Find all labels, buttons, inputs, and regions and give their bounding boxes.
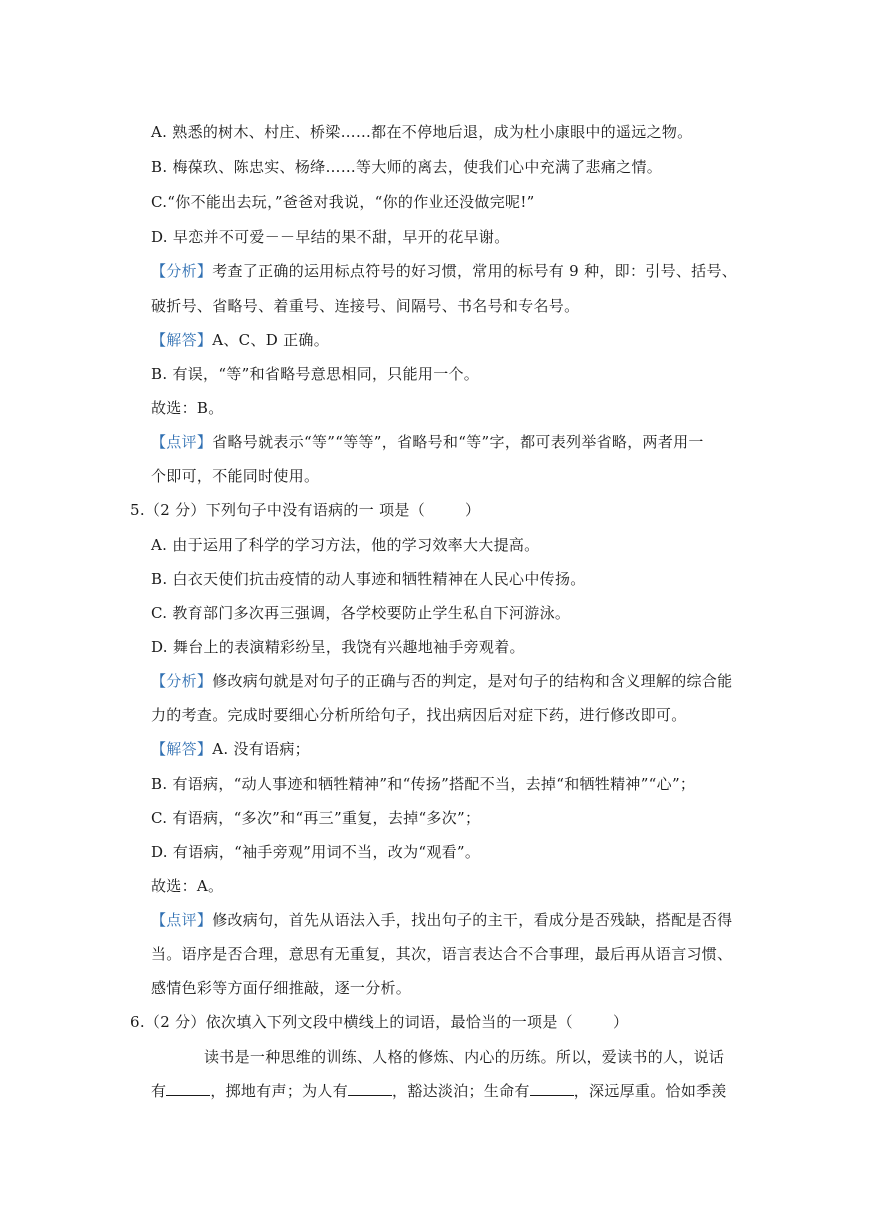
q5-comment-cont: 当。语序是否合理，意思有无重复，其次，语言表达合不合事理，最后再从语言习惯、 — [151, 945, 733, 963]
q5-option-b: B. 白衣天使们抗击疫情的动人事迹和牺牲精神在人民心中传扬。 — [151, 570, 586, 588]
q5-stem: 5.（2 分）下列句子中没有语病的一 项是（ ） — [130, 501, 481, 519]
q5-answer-line-5: 故选：A。 — [151, 877, 224, 895]
q5-analysis — [151, 671, 732, 691]
q5-option-d: D. 舞台上的表演精彩纷呈，我饶有兴趣地袖手旁观着。 — [151, 638, 525, 656]
q4-option-b: B. 梅葆玖、陈忠实、杨绛……等大师的离去，使我们心中充满了悲痛之情。 — [151, 158, 663, 176]
q5-option-c: C. 教育部门多次再三强调，各学校要防止学生私自下河游泳。 — [151, 604, 571, 622]
q4-answer-line-3: 故选：B。 — [151, 399, 224, 417]
q4-comment-cont: 个即可，不能同时使用。 — [151, 467, 320, 485]
fill-blank-3 — [530, 1081, 574, 1096]
q4-comment — [151, 432, 704, 452]
analysis-text: 修改病句就是对句子的正确与否的判定，是对句子的结构和含义理解的综合能 — [212, 672, 733, 690]
q4-option-a: A. 熟悉的树木、村庄、桥梁……都在不停地后退，成为杜小康眼中的遥远之物。 — [151, 123, 693, 141]
comment-tag: 【点评】 — [151, 911, 213, 929]
comment-text: 修改病句，首先从语法入手，找出句子的主干，看成分是否残缺，搭配是否得 — [212, 911, 733, 929]
comment-tag: 【点评】 — [151, 433, 213, 451]
analysis-text: 考查了正确的运用标点符号的好习惯，常用的标号有 9 种，即：引号、括号、 — [212, 262, 738, 280]
answer-tag: 【解答】 — [151, 740, 213, 758]
q4-analysis-cont: 破折号、省略号、着重号、连接号、间隔号、书名号和专名号。 — [151, 297, 580, 315]
q6-passage: 读书是一种思维的训练、人格的修炼、内心的历练。所以，爱读书的人，说话 — [204, 1048, 725, 1066]
answer-tag: 【解答】 — [151, 331, 213, 349]
q5-comment — [151, 910, 732, 930]
fill-blank-1 — [166, 1081, 210, 1096]
comment-text: 省略号就表示“等”“等等”，省略号和“等”字，都可表列举省略，两者用一 — [212, 433, 704, 451]
q4-answer-line-2: B. 有误，“等”和省略号意思相同，只能用一个。 — [151, 365, 480, 383]
q5-answer-line-3: C. 有语病，“多次”和“再三”重复，去掉“多次”； — [151, 809, 481, 827]
q5-answer-line-4: D. 有语病，“袖手旁观”用词不当，改为“观看”。 — [151, 843, 481, 861]
fill-blank-2 — [348, 1081, 392, 1096]
q6-stem: 6.（2 分）依次填入下列文段中横线上的词语，最恰当的一项是（ ） — [130, 1013, 629, 1031]
q5-answer — [151, 739, 310, 759]
q4-analysis — [151, 261, 737, 281]
analysis-tag: 【分析】 — [151, 672, 213, 690]
answer-text: A. 没有语病； — [212, 740, 310, 758]
q6-passage-cont: 有 ，掷地有声；为人有 ，豁达淡泊；生命有 ，深远厚重。恰如季羡 — [151, 1082, 727, 1100]
q4-option-d: D. 早恋并不可爱－－早结的果不甜，早开的花早谢。 — [151, 228, 510, 246]
q5-option-a: A. 由于运用了科学的学习方法，他的学习效率大大提高。 — [151, 536, 540, 554]
q5-answer-line-2: B. 有语病，“动人事迹和牺牲精神”和“传扬”搭配不当，去掉“和牺牲精神”“心”； — [151, 775, 696, 793]
q4-answer — [151, 330, 329, 350]
analysis-tag: 【分析】 — [151, 262, 213, 280]
q5-analysis-cont: 力的考查。完成时要细心分析所给句子，找出病因后对症下药，进行修改即可。 — [151, 706, 687, 724]
answer-text: A、C、D 正确。 — [212, 331, 330, 349]
q4-option-c: C.“你不能出去玩，”爸爸对我说，“你的作业还没做完呢!” — [151, 193, 535, 211]
q5-comment-cont-2: 感情色彩等方面仔细推敲，逐一分析。 — [151, 979, 412, 997]
